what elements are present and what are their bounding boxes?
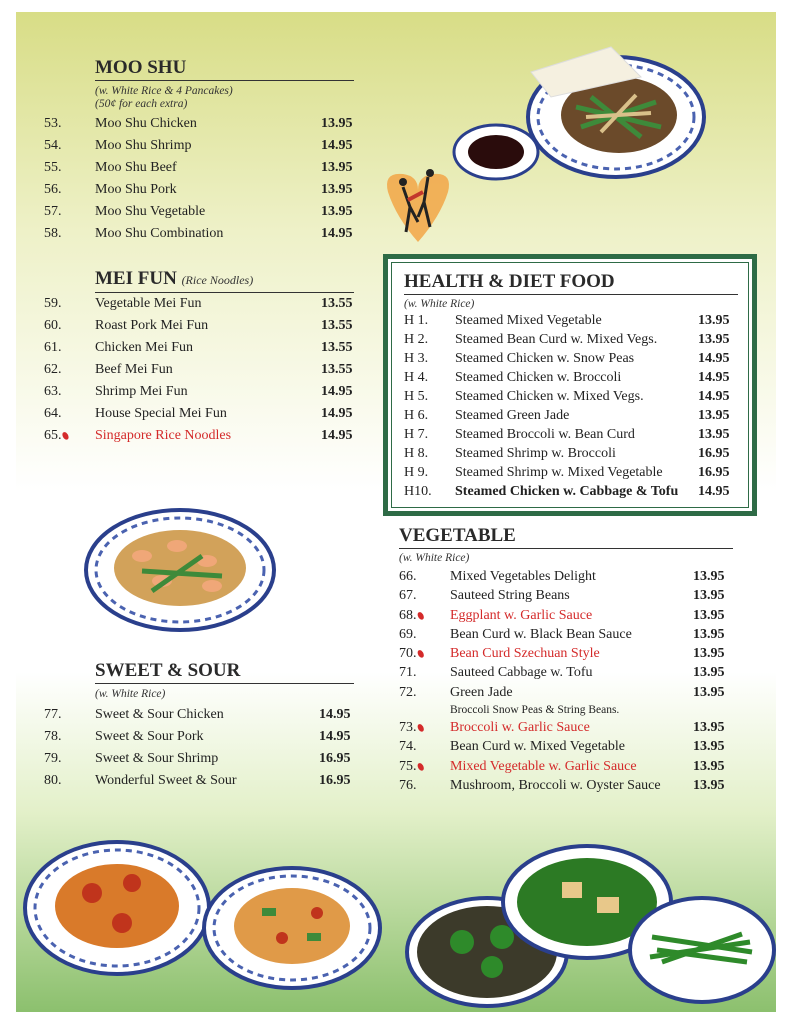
item-name: Steamed Shrimp w. Broccoli [455, 446, 616, 461]
item-price: 13.95 [698, 427, 730, 442]
item-number-text: 57. [44, 204, 62, 219]
item-number-text: 55. [44, 160, 62, 175]
item-price: 14.95 [321, 384, 353, 399]
item-name: Wonderful Sweet & Sour [95, 773, 237, 788]
moo-shu-title-text: MOO SHU [95, 57, 187, 78]
item-name: Steamed Chicken w. Cabbage & Tofu [455, 484, 679, 499]
item-name: Mixed Vegetable w. Garlic Sauce [450, 758, 637, 774]
menu-item-row [399, 683, 733, 702]
menu-item-row [44, 293, 354, 315]
item-price: 13.95 [698, 313, 730, 328]
item-number [44, 359, 62, 381]
menu-item-row [44, 179, 354, 201]
item-name: Moo Shu Pork [95, 182, 177, 197]
item-price: 13.95 [693, 646, 725, 662]
item-number [44, 748, 62, 770]
moo-shu-photo [441, 37, 711, 187]
item-number-text: 54. [44, 138, 62, 153]
item-number [44, 113, 62, 135]
item-name: Sweet & Sour Chicken [95, 707, 224, 722]
menu-item-row [399, 776, 733, 795]
menu-item-row [399, 606, 733, 625]
dancing-couple-icon [378, 162, 458, 252]
item-name: Broccoli w. Garlic Sauce [450, 720, 590, 736]
item-name: Steamed Shrimp w. Mixed Vegetable [455, 465, 663, 480]
item-number-text: H 1. [404, 313, 429, 328]
item-number-text: 68. [399, 607, 417, 623]
moo-shu-note-2: (50¢ for each extra) [95, 98, 188, 110]
item-number-text: H10. [404, 484, 432, 499]
item-price: 14.95 [698, 389, 730, 404]
item-subnote: Broccoli Snow Peas & String Beans. [450, 704, 620, 717]
chili-pepper-icon: ⬮ [415, 722, 427, 735]
item-number [399, 567, 417, 586]
item-price: 13.55 [321, 318, 353, 333]
item-number [399, 776, 417, 795]
item-name: Steamed Green Jade [455, 408, 570, 423]
item-price: 14.95 [698, 370, 730, 385]
item-name: Steamed Bean Curd w. Mixed Vegs. [455, 332, 658, 347]
moo-shu-section [44, 57, 354, 245]
menu-item-row [44, 381, 354, 403]
item-number-text: H 2. [404, 332, 429, 347]
item-number [44, 135, 62, 157]
item-name: Steamed Broccoli w. Bean Curd [455, 427, 635, 442]
chili-pepper-icon: ⬮ [415, 609, 427, 623]
item-number-text: H 8. [404, 446, 429, 461]
item-price: 13.95 [693, 777, 725, 793]
item-name: Green Jade [450, 684, 513, 700]
sweet-sour-section [44, 660, 354, 792]
menu-item-row [404, 349, 738, 368]
item-name: Bean Curd w. Black Bean Sauce [450, 626, 632, 642]
mei-fun-title-text: MEI FUN [95, 268, 177, 289]
chili-pepper-icon: ⬮ [415, 760, 427, 774]
item-name: Singapore Rice Noodles [95, 428, 232, 443]
item-number [44, 425, 69, 448]
item-number [44, 704, 62, 726]
item-number-text: 64. [44, 406, 62, 421]
item-price: 13.95 [693, 607, 725, 623]
item-number [399, 625, 417, 644]
item-price: 13.95 [693, 665, 725, 681]
menu-item-row [44, 770, 354, 792]
item-number-text: 66. [399, 569, 417, 584]
item-number [404, 311, 428, 330]
item-number-text: 73. [399, 720, 417, 736]
menu-item-row [44, 157, 354, 179]
menu-item-row [44, 337, 354, 359]
menu-item-row [44, 425, 354, 447]
menu-item-row [399, 625, 733, 644]
health-note: (w. White Rice) [404, 298, 475, 310]
item-number [44, 157, 62, 179]
item-number-text: H 5. [404, 389, 429, 404]
item-name: Moo Shu Shrimp [95, 138, 192, 153]
item-name: Sweet & Sour Pork [95, 729, 204, 744]
item-price: 14.95 [321, 428, 353, 443]
item-number-text: H 7. [404, 427, 429, 442]
menu-item-row [44, 315, 354, 337]
item-number [404, 482, 432, 501]
moo-shu-list [44, 113, 354, 245]
item-name: Moo Shu Combination [95, 226, 224, 241]
item-price: 13.55 [321, 340, 353, 355]
item-price: 14.95 [321, 138, 353, 153]
item-number [399, 718, 427, 738]
item-number [404, 368, 428, 387]
sweet-sour-list [44, 704, 354, 792]
moo-shu-title [95, 57, 354, 81]
item-number [44, 201, 62, 223]
item-price: 16.95 [698, 465, 730, 480]
sweet-sour-note: (w. White Rice) [95, 688, 166, 700]
item-price: 13.95 [693, 626, 725, 642]
item-price: 13.95 [321, 204, 353, 219]
item-number-text: 77. [44, 707, 62, 722]
item-price: 14.95 [321, 226, 353, 241]
item-price: 16.95 [319, 751, 351, 766]
item-price: 16.95 [319, 773, 351, 788]
item-name: House Special Mei Fun [95, 406, 227, 421]
item-price: 13.95 [321, 182, 353, 197]
item-number [44, 770, 62, 792]
menu-item-row [404, 330, 738, 349]
item-name: Moo Shu Chicken [95, 116, 197, 131]
item-name: Vegetable Mei Fun [95, 296, 202, 311]
item-name: Beef Mei Fun [95, 362, 173, 377]
mei-fun-photo [82, 506, 278, 634]
item-name: Steamed Chicken w. Mixed Vegs. [455, 389, 644, 404]
item-price: 16.95 [698, 446, 730, 461]
item-number-text: 78. [44, 729, 62, 744]
item-number-text: 63. [44, 384, 62, 399]
item-price: 13.95 [321, 160, 353, 175]
item-name: Steamed Mixed Vegetable [455, 313, 602, 328]
item-number-text: 60. [44, 318, 62, 333]
menu-item-row [44, 113, 354, 135]
vegetable-photo [402, 842, 776, 1012]
item-number-text: H 3. [404, 351, 429, 366]
item-number-text: H 9. [404, 465, 429, 480]
item-price: 14.95 [698, 484, 730, 499]
vegetable-note: (w. White Rice) [399, 552, 470, 564]
item-number [44, 337, 62, 359]
item-name: Moo Shu Vegetable [95, 204, 206, 219]
mei-fun-section [44, 268, 354, 447]
item-number-text: 74. [399, 739, 417, 755]
item-number-text: 65. [44, 428, 62, 443]
item-number [399, 606, 427, 626]
menu-page [16, 12, 776, 1012]
health-title [404, 271, 738, 295]
item-number [399, 737, 417, 756]
item-name: Chicken Mei Fun [95, 340, 193, 355]
item-name: Steamed Chicken w. Broccoli [455, 370, 622, 385]
item-number [399, 644, 427, 664]
item-price: 14.95 [321, 406, 353, 421]
item-name: Sweet & Sour Shrimp [95, 751, 219, 766]
item-number-text: 80. [44, 773, 62, 788]
item-price: 14.95 [319, 729, 351, 744]
item-price: 13.95 [321, 116, 353, 131]
sweet-sour-photo [22, 838, 382, 998]
item-price: 13.95 [693, 588, 725, 604]
vegetable-list [399, 567, 733, 795]
item-number [44, 179, 62, 201]
menu-item-row [404, 444, 738, 463]
item-number-text: H 6. [404, 408, 429, 423]
menu-item-row [44, 223, 354, 245]
menu-item-row [44, 135, 354, 157]
item-number [404, 425, 428, 444]
item-number [399, 683, 417, 702]
item-price: 13.95 [693, 569, 725, 584]
menu-item-row [44, 726, 354, 748]
menu-item-row [404, 482, 738, 501]
item-number-text: 58. [44, 226, 62, 241]
item-number-text: 62. [44, 362, 62, 377]
item-number [404, 463, 428, 482]
menu-item-row [44, 201, 354, 223]
menu-item-row [399, 567, 733, 586]
item-number-text: 75. [399, 758, 417, 774]
menu-item-row [404, 425, 738, 444]
menu-item-row [44, 704, 354, 726]
menu-item-row [44, 359, 354, 381]
health-title-text: HEALTH & DIET FOOD [404, 271, 615, 292]
health-list [404, 311, 738, 501]
item-price: 14.95 [319, 707, 351, 722]
menu-item-row [404, 387, 738, 406]
item-number [404, 387, 428, 406]
menu-item-row [404, 406, 738, 425]
menu-item-row [404, 311, 738, 330]
item-number [404, 444, 428, 463]
item-price: 13.95 [693, 720, 725, 736]
item-number [44, 293, 62, 315]
item-number [44, 403, 62, 425]
item-number-text: 72. [399, 684, 417, 700]
item-number [44, 315, 62, 337]
item-price: 13.95 [698, 332, 730, 347]
item-price: 14.95 [698, 351, 730, 366]
item-number [44, 381, 62, 403]
item-name: Roast Pork Mei Fun [95, 318, 209, 333]
menu-item-row [399, 644, 733, 663]
item-name: Moo Shu Beef [95, 160, 177, 175]
item-price: 13.95 [693, 739, 725, 755]
item-number-text: 79. [44, 751, 62, 766]
item-number-text: H 4. [404, 370, 429, 385]
item-number [399, 586, 417, 605]
menu-item-row [404, 463, 738, 482]
menu-item-row [399, 586, 733, 605]
item-price: 13.55 [321, 296, 353, 311]
item-number [404, 406, 428, 425]
item-price: 13.95 [698, 408, 730, 423]
item-name: Sauteed String Beans [450, 588, 570, 604]
menu-item-row [44, 748, 354, 770]
item-number-text: 69. [399, 626, 417, 642]
item-name: Shrimp Mei Fun [95, 384, 188, 399]
menu-item-row [399, 737, 733, 756]
item-name: Mixed Vegetables Delight [450, 569, 596, 584]
menu-item-row [399, 757, 733, 776]
item-number-text: 70. [399, 646, 417, 662]
item-number [404, 330, 428, 349]
moo-shu-note-1: (w. White Rice & 4 Pancakes) [95, 85, 233, 97]
item-name: Steamed Chicken w. Snow Peas [455, 351, 635, 366]
vegetable-title [399, 525, 733, 549]
item-number [399, 757, 427, 777]
item-name: Bean Curd Szechuan Style [450, 646, 600, 662]
sweet-sour-title-text: SWEET & SOUR [95, 660, 241, 681]
item-number [399, 663, 417, 682]
item-number-text: 56. [44, 182, 62, 197]
vegetable-title-text: VEGETABLE [399, 525, 516, 546]
mei-fun-subtitle: (Rice Noodles) [181, 273, 254, 287]
chili-pepper-icon: ⬮ [59, 430, 71, 443]
menu-item-row [399, 718, 733, 737]
mei-fun-list [44, 293, 354, 447]
item-name: Sauteed Cabbage w. Tofu [450, 665, 593, 681]
item-number-text: 61. [44, 340, 62, 355]
item-number-text: 67. [399, 588, 417, 604]
item-name: Bean Curd w. Mixed Vegetable [450, 739, 625, 755]
item-number-text: 59. [44, 296, 62, 311]
item-price: 13.55 [321, 362, 353, 377]
menu-item-row [44, 403, 354, 425]
item-name: Mushroom, Broccoli w. Oyster Sauce [450, 777, 661, 793]
item-price: 13.95 [693, 684, 725, 700]
health-section [383, 254, 757, 516]
item-number [404, 349, 428, 368]
item-number-text: 53. [44, 116, 62, 131]
item-name: Eggplant w. Garlic Sauce [450, 607, 593, 623]
chili-pepper-icon: ⬮ [415, 648, 427, 662]
mei-fun-title [95, 268, 354, 293]
item-number [44, 726, 62, 748]
item-number-text: 76. [399, 777, 417, 793]
menu-item-row [399, 663, 733, 682]
item-number [44, 223, 62, 245]
item-price: 13.95 [693, 758, 725, 774]
menu-item-row [404, 368, 738, 387]
sweet-sour-title [95, 660, 354, 684]
item-number-text: 71. [399, 665, 417, 681]
